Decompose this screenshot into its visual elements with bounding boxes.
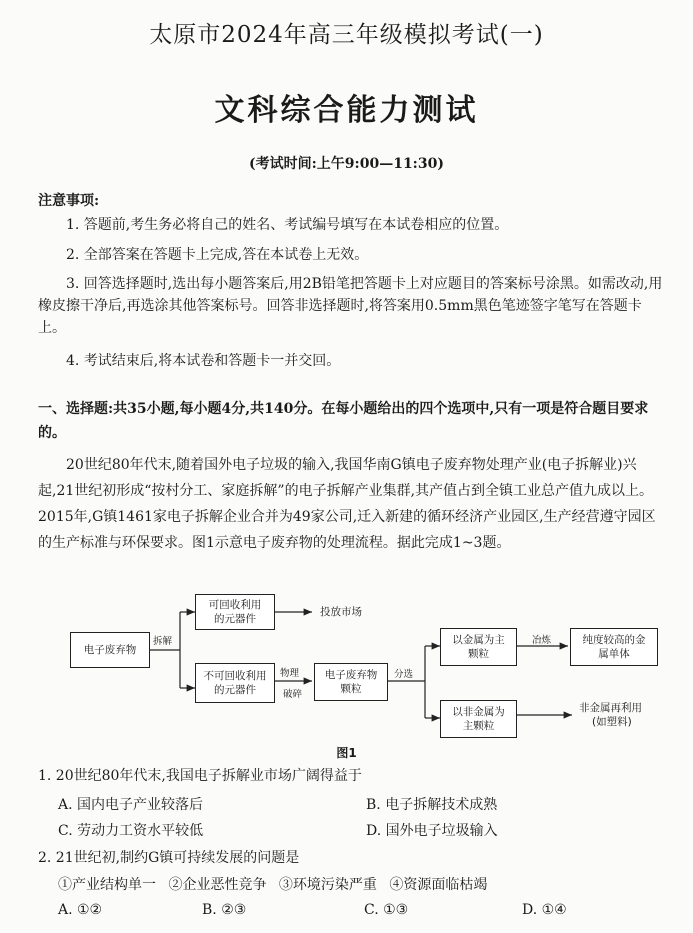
- box-recyclable-parts: 可回收利用的元器件: [195, 594, 275, 630]
- label-smelt: 冶炼: [532, 635, 552, 646]
- section1-heading: 一、选择题:共35小题,每小题4分,共140分。在每小题给出的四个选项中,只有一项是符合题目要求的。: [38, 401, 649, 441]
- question-2-option-a: A. ①②: [58, 902, 103, 918]
- box-electronic-waste: 电子废弃物: [70, 632, 150, 668]
- question-2-option-b: B. ②③: [202, 902, 247, 918]
- notice-item-3: 3. 回答选择题时,选出每小题答案后,用2B铅笔把答题卡上对应题目的答案标号涂黑。如需改动,用橡皮擦干净后,再选涂其他答案标号。回答非选择题时,将答案用0.5mm黑色笔迹签字笔写在答题卡上。: [38, 276, 663, 336]
- notice-item-2: 2. 全部答案在答题卡上完成,答在本试卷上无效。: [66, 247, 369, 263]
- exam-title: 太原市2024年高三年级模拟考试(一): [149, 22, 544, 48]
- exam-time: (考试时间:上午9:00—11:30): [249, 156, 444, 172]
- section1-passage: 20世纪80年代末,随着国外电子垃圾的输入,我国华南G镇电子废弃物处理产业(电子拆解业)兴起,21世纪初形成“按村分工、家庭拆解”的电子拆解产业集群,其产值占到全镇工业总产值九成以上。2015年,G镇1461家电子拆解企业合并为49家公司,迁入新建的循环经济产业园区,生产经营遵守园区的生产标准与环保要求。图1示意电子废弃物的处理流程。据此完成1~3题。: [38, 457, 656, 551]
- label-nonmetal-reuse: 非金属再利用: [579, 702, 642, 714]
- subject-title: 文科综合能力测试: [214, 93, 479, 128]
- box-waste-particles: 电子废弃物颗粒: [314, 663, 388, 701]
- question-2-statements: ①产业结构单一 ②企业恶性竞争 ③环境污染严重 ④资源面临枯竭: [58, 877, 488, 893]
- label-sort: 分选: [394, 669, 414, 680]
- label-physical: 物理: [280, 668, 300, 679]
- label-dismantle: 拆解: [153, 636, 173, 647]
- figure-caption: 图1: [336, 746, 357, 760]
- question-1-stem: 1. 20世纪80年代末,我国电子拆解业市场广阔得益于: [38, 768, 362, 784]
- notice-item-1: 1. 答题前,考生务必将自己的姓名、考试编号填写在本试卷相应的位置。: [66, 217, 509, 233]
- notice-heading: 注意事项:: [38, 193, 100, 209]
- question-1-option-a: A. 国内电子产业较落后: [58, 797, 204, 813]
- box-nonrecyclable-parts: 不可回收利用的元器件: [195, 663, 275, 703]
- notice-item-4: 4. 考试结束后,将本试卷和答题卡一并交回。: [66, 353, 341, 369]
- label-market: 投放市场: [320, 606, 362, 618]
- label-plastic-example: (如塑料): [592, 716, 632, 728]
- box-metal-particles: 以金属为主颗粒: [440, 628, 517, 666]
- question-2-option-c: C. ①③: [364, 902, 409, 918]
- label-crush: 破碎: [283, 689, 303, 700]
- box-pure-metal: 纯度较高的金属单体: [570, 628, 658, 666]
- question-1-option-d: D. 国外电子垃圾输入: [366, 823, 498, 839]
- question-2-stem: 2. 21世纪初,制约G镇可持续发展的问题是: [38, 850, 300, 866]
- question-1-option-b: B. 电子拆解技术成熟: [366, 797, 498, 813]
- box-nonmetal-particles: 以非金属为主颗粒: [440, 700, 517, 738]
- question-1-option-c: C. 劳动力工资水平较低: [58, 823, 204, 839]
- question-2-option-d: D. ①④: [522, 902, 567, 918]
